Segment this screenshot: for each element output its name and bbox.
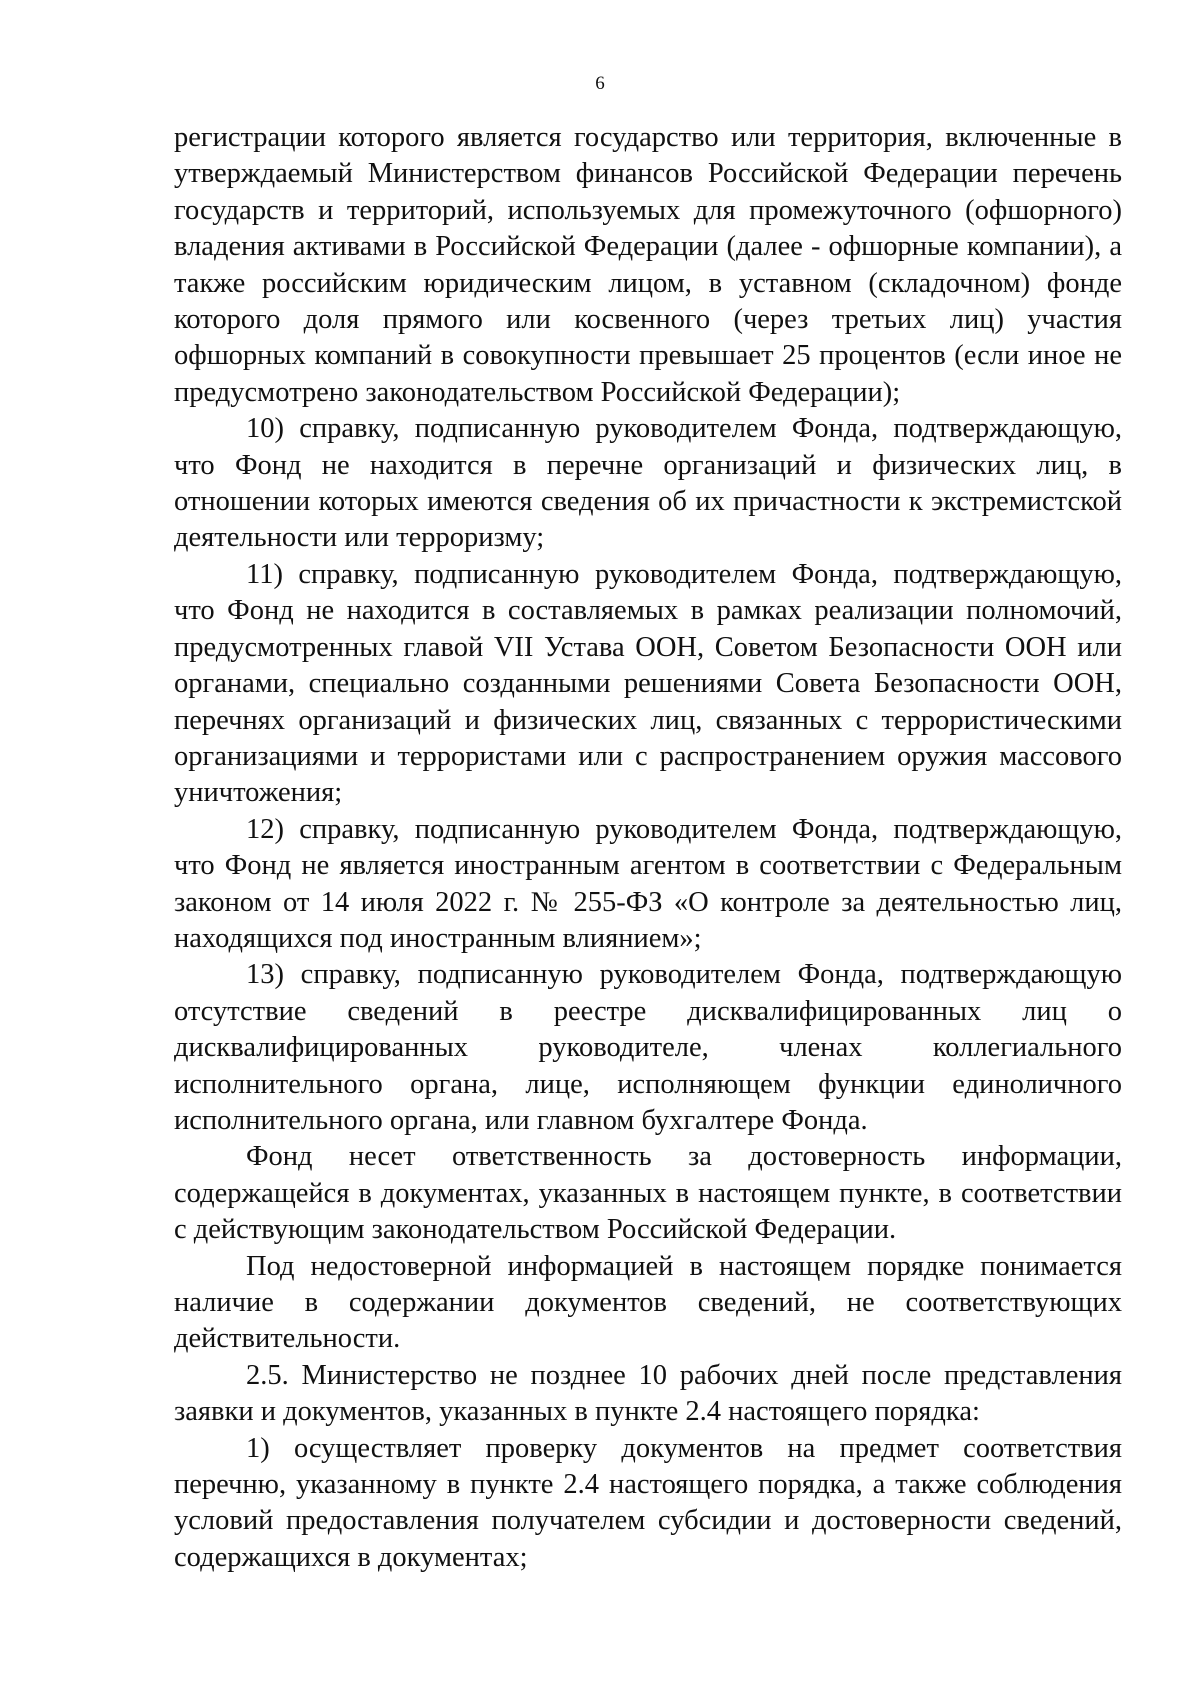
paragraph-responsibility: Фонд несет ответственность за достоверность информации, содержащейся в документах, указанных в настоящем пункте, в соответствии с действующим законодательством Российской Федерации. (174, 1141, 1122, 1246)
document-body (174, 120, 1122, 1576)
paragraph-section-2-5-item-1: 1) осуществляет проверку документов на предмет соответствия перечню, указанному в пункте 2.4 настоящего порядка, а также соблюдения условий предоставления получателем субсидии и достоверности сведений, содержащихся в документах; (174, 1432, 1122, 1573)
paragraph-item-10: 10) справку, подписанную руководителем Фонда, подтверждающую, что Фонд не находится в перечне организаций и физических лиц, в отношении которых имеются сведения об их причастности к экстремистской деятельности или терроризму; (174, 413, 1122, 554)
page-number: 6 (595, 73, 605, 94)
paragraph-continuation: регистрации которого является государство или территория, включенные в утверждаемый Министерством финансов Российской Федерации перечень государств и территорий, используемых для промежуточного (офшорного) владения активами в Российской Федерации (далее - офшорные компании), а также российским юридическим лицом, в уставном (складочном) фонде которого доля прямого или косвенного (через третьих лиц) участия офшорных компаний в совокупности превышает 25 процентов (если иное не предусмотрено законодательством Российской Федерации); (174, 122, 1122, 408)
paragraph-definition: Под недостоверной информацией в настоящем порядке понимается наличие в содержании документов сведений, не соответствующих действительности. (174, 1250, 1122, 1355)
paragraph-item-11: 11) справку, подписанную руководителем Фонда, подтверждающую, что Фонд не находится в составляемых в рамках реализации полномочий, предусмотренных главой VII Устава ООН, Советом Безопасности ООН или органами, специально созданными решениями Совета Безопасности ООН, перечнях организаций и физических лиц, связанных с террористическими организациями и террористами или с распространением оружия массового уничтожения; (174, 558, 1122, 809)
paragraph-section-2-5: 2.5. Министерство не позднее 10 рабочих дней после представления заявки и документов, указанных в пункте 2.4 настоящего порядка: (174, 1359, 1122, 1428)
paragraph-item-13: 13) справку, подписанную руководителем Фонда, подтверждающую отсутствие сведений в реестре дисквалифицированных лиц о дисквалифицированных руководителе, членах коллегиального исполнительного органа, лице, исполняющем функции единоличного исполнительного органа, или главном бухгалтере Фонда. (174, 959, 1122, 1136)
paragraph-item-12: 12) справку, подписанную руководителем Фонда, подтверждающую, что Фонд не является иностранным агентом в соответствии с Федеральным законом от 14 июля 2022 г. № 255-ФЗ «О контроле за деятельностью лиц, находящихся под иностранным влиянием»; (174, 813, 1122, 954)
